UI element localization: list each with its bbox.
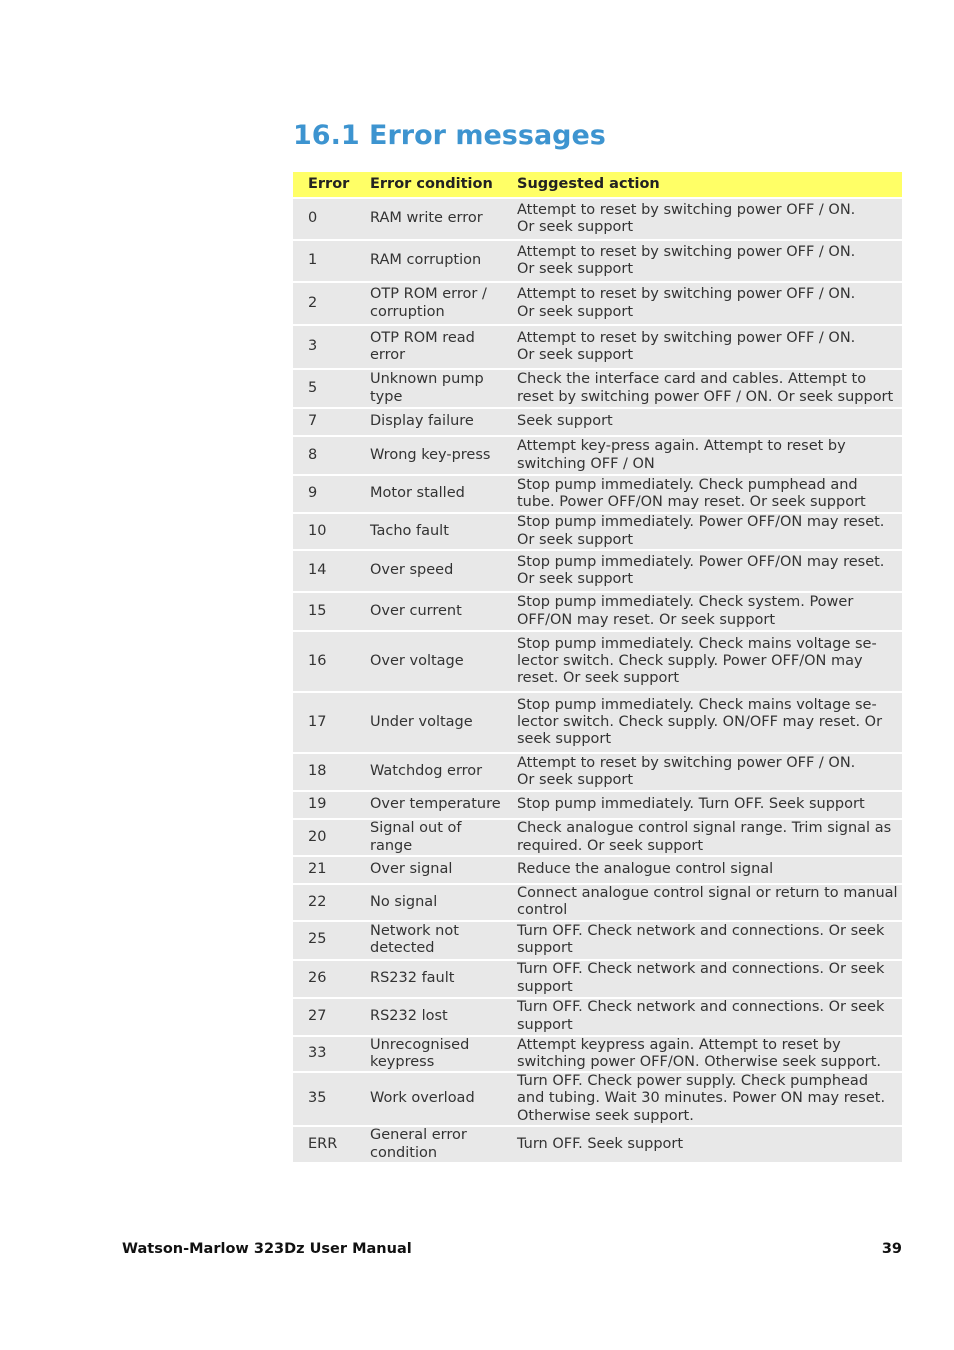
table-row [293, 632, 902, 691]
error-condition-line: Under voltage [370, 713, 473, 730]
suggested-action-cell [505, 370, 902, 407]
table-row [293, 283, 902, 324]
suggested-action-cell [505, 922, 902, 959]
suggested-action-line: Check the interface card and cables. Attempt to [517, 371, 867, 388]
error-condition-line: Over signal [370, 861, 453, 878]
error-code-cell: ERR [293, 1127, 355, 1162]
suggested-action-cell [505, 551, 902, 591]
suggested-action-line: Stop pump immediately. Check system. Power [517, 594, 854, 611]
error-condition-line: type [370, 388, 403, 405]
table-header-row [293, 172, 902, 197]
table-row [293, 326, 902, 368]
suggested-action-cell [505, 476, 902, 512]
suggested-action-line: Turn OFF. Check network and connections. Or seek [517, 961, 885, 978]
suggested-action-cell [505, 199, 902, 239]
table-row [293, 885, 902, 920]
error-code-cell: 19 [293, 792, 355, 818]
suggested-action-cell [505, 632, 902, 691]
suggested-action-cell [505, 437, 902, 474]
table-row [293, 476, 902, 512]
error-condition-cell [355, 857, 505, 883]
suggested-action-line: Or seek support [517, 571, 634, 587]
error-code-cell: 20 [293, 820, 355, 855]
suggested-action-line: Or seek support [517, 347, 634, 363]
suggested-action-cell [505, 792, 902, 818]
error-condition-line: No signal [370, 893, 438, 910]
suggested-action-line: Stop pump immediately. Turn OFF. Seek support [517, 796, 865, 813]
error-condition-line: Wrong key-press [370, 446, 491, 463]
suggested-action-line: Stop pump immediately. Check mains voltage se- [517, 635, 877, 652]
suggested-action-line: Attempt to reset by switching power OFF / ON. [517, 329, 856, 346]
suggested-action-line: switching OFF / ON [517, 455, 655, 472]
error-condition-line: OTP ROM error / [370, 286, 487, 303]
suggested-action-cell [505, 693, 902, 752]
suggested-action-line: and tubing. Wait 30 minutes. Power ON may reset. [517, 1090, 886, 1107]
error-code-cell: 25 [293, 922, 355, 959]
error-condition-cell [355, 437, 505, 474]
table-row [293, 1073, 902, 1125]
error-condition-cell [355, 476, 505, 512]
error-code-cell: 18 [293, 754, 355, 790]
table-row [293, 593, 902, 630]
error-code-cell: 21 [293, 857, 355, 883]
error-condition-line: Watchdog error [370, 763, 483, 780]
table-row [293, 241, 902, 281]
suggested-action-line: OFF/ON may reset. Or seek support [517, 611, 776, 628]
suggested-action-line: Turn OFF. Check network and connections. Or seek [517, 922, 885, 939]
suggested-action-line: switching power OFF/ON. Otherwise seek support. [517, 1053, 882, 1070]
table-row [293, 370, 902, 407]
error-condition-line: General error [370, 1127, 467, 1144]
suggested-action-line: Or seek support [517, 772, 634, 788]
error-condition-line: Work overload [370, 1090, 475, 1107]
suggested-action-cell [505, 326, 902, 368]
suggested-action-cell [505, 820, 902, 855]
error-condition-line: Unrecognised [370, 1036, 470, 1053]
error-code-cell: 27 [293, 999, 355, 1035]
error-condition-line: keypress [370, 1053, 435, 1070]
error-condition-line: Tacho fault [370, 522, 449, 539]
suggested-action-line: Attempt to reset by switching power OFF / ON. [517, 243, 856, 260]
suggested-action-line: Turn OFF. Check power supply. Check pumphead [517, 1073, 869, 1090]
suggested-action-cell [505, 593, 902, 630]
error-condition-cell [355, 961, 505, 997]
header-error: Error [293, 172, 355, 197]
error-code-cell: 17 [293, 693, 355, 752]
table-row [293, 922, 902, 959]
suggested-action-line: Reduce the analogue control signal [517, 861, 774, 878]
error-condition-cell [355, 1073, 505, 1125]
suggested-action-cell [505, 1073, 902, 1125]
error-condition-line: Over temperature [370, 796, 501, 813]
error-condition-cell [355, 199, 505, 239]
error-condition-line: OTP ROM read [370, 329, 475, 346]
error-code-cell: 5 [293, 370, 355, 407]
table-row [293, 693, 902, 752]
error-condition-line: RS232 fault [370, 969, 455, 986]
suggested-action-line: Attempt key-press again. Attempt to reset by [517, 438, 846, 455]
table-row [293, 514, 902, 549]
suggested-action-line: lector switch. Check supply. ON/OFF may reset. Or [517, 713, 883, 730]
table-row [293, 551, 902, 591]
error-condition-line: Signal out of [370, 820, 462, 837]
suggested-action-line: tube. Power OFF/ON may reset. Or seek support [517, 494, 866, 510]
table-row [293, 1127, 902, 1162]
error-condition-line: RAM write error [370, 210, 483, 227]
error-condition-line: Motor stalled [370, 485, 465, 502]
table-row [293, 1037, 902, 1072]
suggested-action-line: Stop pump immediately. Power OFF/ON may reset. [517, 514, 885, 531]
error-code-cell: 26 [293, 961, 355, 997]
suggested-action-cell [505, 961, 902, 997]
error-code-cell: 10 [293, 514, 355, 549]
error-code-cell: 3 [293, 326, 355, 368]
error-condition-cell [355, 999, 505, 1035]
error-condition-cell [355, 1037, 505, 1072]
footer-manual-title: Watson-Marlow 323Dz User Manual [122, 1241, 412, 1257]
error-code-cell: 22 [293, 885, 355, 920]
error-condition-line: range [370, 837, 413, 854]
error-condition-cell [355, 693, 505, 752]
suggested-action-line: Check analogue control signal range. Trim signal as [517, 820, 892, 837]
suggested-action-line: Otherwise seek support. [517, 1107, 694, 1124]
suggested-action-line: support [517, 1016, 573, 1033]
suggested-action-line: reset. Or seek support [517, 670, 679, 687]
suggested-action-cell [505, 857, 902, 883]
error-condition-line: Unknown pump [370, 371, 484, 388]
suggested-action-line: Stop pump immediately. Power OFF/ON may reset. [517, 553, 885, 570]
suggested-action-cell [505, 409, 902, 435]
error-condition-line: detected [370, 940, 435, 957]
table-row [293, 820, 902, 855]
error-code-cell: 15 [293, 593, 355, 630]
table-row [293, 999, 902, 1035]
error-condition-line: condition [370, 1144, 438, 1161]
error-code-cell: 14 [293, 551, 355, 591]
suggested-action-line: reset by switching power OFF / ON. Or seek support [517, 388, 894, 405]
suggested-action-line: Turn OFF. Check network and connections. Or seek [517, 999, 885, 1016]
suggested-action-cell [505, 283, 902, 324]
table-row [293, 961, 902, 997]
suggested-action-cell [505, 754, 902, 790]
suggested-action-line: required. Or seek support [517, 837, 704, 854]
error-condition-cell [355, 754, 505, 790]
table-row [293, 437, 902, 474]
suggested-action-line: Attempt to reset by switching power OFF / ON. [517, 286, 856, 303]
error-condition-line: Display failure [370, 413, 474, 430]
suggested-action-line: Stop pump immediately. Check mains voltage se- [517, 696, 877, 713]
error-condition-cell [355, 632, 505, 691]
table-row [293, 409, 902, 435]
suggested-action-line: Seek support [517, 413, 613, 430]
suggested-action-cell [505, 241, 902, 281]
error-condition-cell [355, 326, 505, 368]
suggested-action-line: support [517, 978, 573, 995]
header-suggested-action: Suggested action [505, 172, 902, 197]
section-title: 16.1 Error messages [293, 120, 606, 151]
suggested-action-line: Attempt to reset by switching power OFF / ON. [517, 201, 856, 218]
error-condition-cell [355, 409, 505, 435]
suggested-action-line: Or seek support [517, 303, 634, 320]
error-condition-line: Over speed [370, 562, 454, 579]
error-condition-cell [355, 551, 505, 591]
error-code-cell: 2 [293, 283, 355, 324]
table-body [293, 199, 902, 1162]
suggested-action-line: Or seek support [517, 531, 634, 548]
error-condition-line: Over current [370, 602, 462, 619]
error-condition-cell [355, 593, 505, 630]
error-condition-line: RS232 lost [370, 1007, 448, 1024]
error-code-cell: 0 [293, 199, 355, 239]
footer-page-number: 39 [881, 1241, 902, 1257]
error-code-cell: 8 [293, 437, 355, 474]
suggested-action-line: Connect analogue control signal or return to manual [517, 885, 898, 901]
error-condition-line: Over voltage [370, 652, 464, 669]
suggested-action-line: Attempt to reset by switching power OFF / ON. [517, 754, 856, 771]
error-condition-cell [355, 283, 505, 324]
error-code-cell: 7 [293, 409, 355, 435]
error-code-cell: 9 [293, 476, 355, 512]
suggested-action-line: support [517, 940, 573, 957]
header-error-condition: Error condition [355, 172, 505, 197]
table-row [293, 199, 902, 239]
error-code-cell: 1 [293, 241, 355, 281]
error-condition-cell [355, 885, 505, 920]
suggested-action-cell [505, 1127, 902, 1162]
error-condition-line: corruption [370, 303, 445, 320]
error-condition-cell [355, 792, 505, 818]
error-condition-cell [355, 514, 505, 549]
error-condition-line: RAM corruption [370, 252, 482, 269]
table-row [293, 754, 902, 790]
error-condition-cell [355, 1127, 505, 1162]
error-condition-line: error [370, 347, 406, 363]
suggested-action-cell [505, 514, 902, 549]
error-code-cell: 35 [293, 1073, 355, 1125]
error-condition-line: Network not [370, 922, 459, 939]
suggested-action-line: lector switch. Check supply. Power OFF/ON may [517, 652, 863, 669]
suggested-action-line: control [517, 902, 568, 919]
table-row [293, 792, 902, 818]
error-condition-cell [355, 922, 505, 959]
suggested-action-cell [505, 999, 902, 1035]
error-code-cell: 33 [293, 1037, 355, 1072]
error-code-cell: 16 [293, 632, 355, 691]
suggested-action-line: Stop pump immediately. Check pumphead and [517, 476, 858, 493]
error-condition-cell [355, 241, 505, 281]
error-messages-table [293, 170, 902, 1164]
suggested-action-line: Or seek support [517, 219, 634, 235]
table-row [293, 857, 902, 883]
suggested-action-cell [505, 885, 902, 920]
suggested-action-line: Or seek support [517, 261, 634, 277]
error-condition-cell [355, 370, 505, 407]
error-condition-cell [355, 820, 505, 855]
suggested-action-cell [505, 1037, 902, 1072]
suggested-action-line: seek support [517, 731, 612, 748]
suggested-action-line: Turn OFF. Seek support [517, 1135, 684, 1152]
suggested-action-line: Attempt keypress again. Attempt to reset by [517, 1036, 841, 1053]
